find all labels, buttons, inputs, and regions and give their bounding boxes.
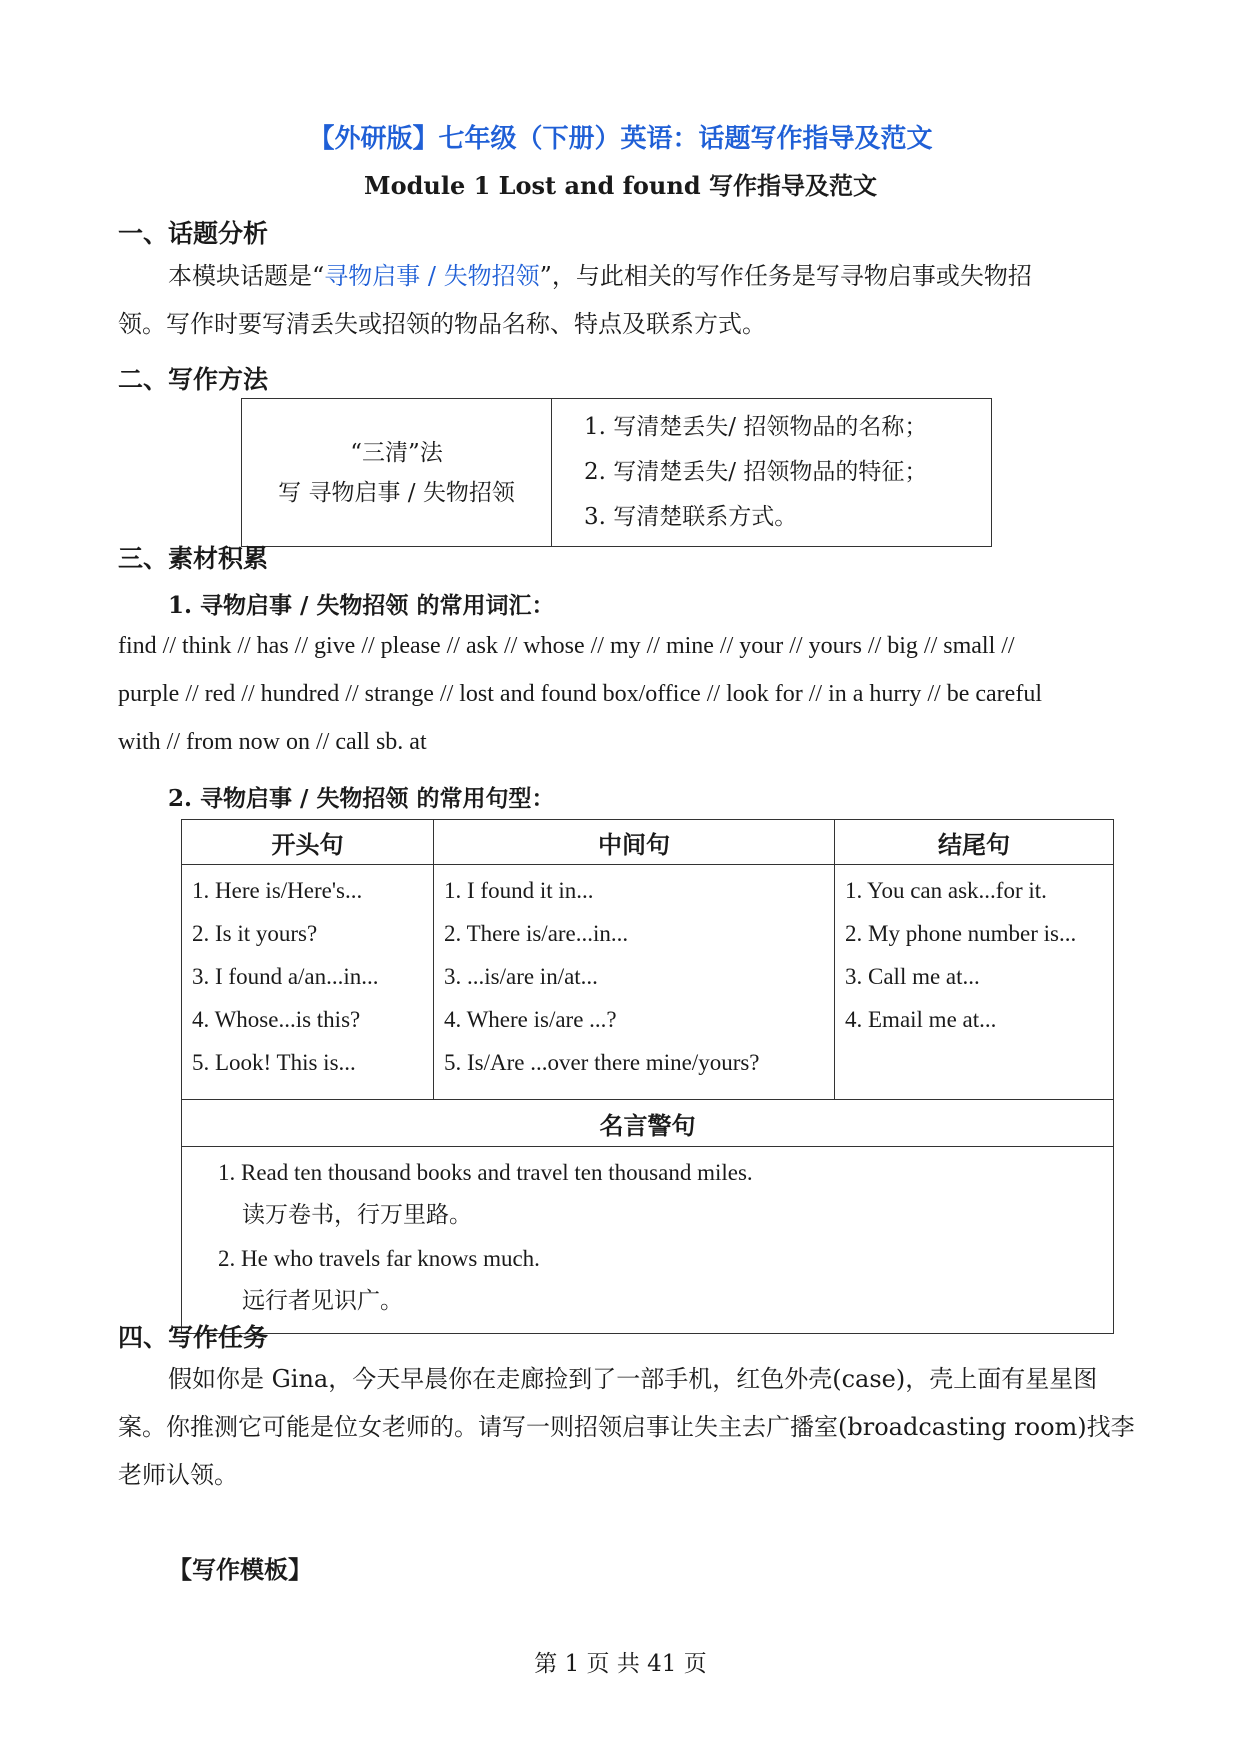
sentence-item: 3. Call me at...	[845, 964, 980, 989]
sentence-heading: 2. 寻物启事 / 失物招领 的常用句型：	[168, 785, 555, 812]
column-header-opening: 开头句	[182, 820, 434, 865]
method-step: 2. 写清楚丢失/ 招领物品的特征；	[584, 459, 928, 485]
method-cell	[242, 399, 552, 547]
para-suffix: ”，与此相关的写作任务是写寻物启事或失物招	[539, 262, 1032, 290]
vocab-line: find // think // has // give // please // ask // whose // my // mine // your // yours // big // small //	[118, 633, 1015, 659]
method-description: 写 寻物启事 / 失物招领	[278, 479, 515, 506]
method-step: 3. 写清楚联系方式。	[584, 504, 798, 530]
section1-paragraph-line1	[168, 252, 1032, 300]
sentence-item: 4. Where is/are ...?	[444, 1007, 617, 1032]
topic-highlight: 寻物启事 / 失物招领	[324, 262, 540, 290]
section3-heading: 三、素材积累	[118, 544, 269, 573]
para-prefix: 本模块话题是“	[168, 262, 325, 290]
section1-heading: 一、话题分析	[118, 219, 269, 248]
sentence-item: 3. ...is/are in/at...	[444, 964, 598, 989]
method-name: “三清”法	[350, 439, 443, 466]
opening-sentences	[182, 865, 434, 1100]
column-header-closing: 结尾句	[835, 820, 1114, 865]
sentence-item: 1. Here is/Here's...	[192, 878, 363, 903]
section2-heading: 二、写作方法	[118, 365, 269, 394]
template-heading: 【写作模板】	[168, 1555, 312, 1584]
vocab-line: purple // red // hundred // strange // lost and found box/office // look for // in a hurry // be careful	[118, 681, 1042, 707]
quote-heading: 名言警句	[182, 1100, 1114, 1147]
sentence-item: 5. Is/Are ...over there mine/yours?	[444, 1050, 760, 1075]
sentence-item: 5. Look! This is...	[192, 1050, 356, 1075]
column-header-middle: 中间句	[434, 820, 835, 865]
quote-chinese: 远行者见识广。	[242, 1288, 403, 1314]
middle-sentences	[434, 865, 835, 1100]
sentence-item: 3. I found a/an...in...	[192, 964, 379, 989]
sentence-item: 2. There is/are...in...	[444, 921, 629, 946]
sentence-item: 2. My phone number is...	[845, 921, 1077, 946]
quote-chinese: 读万卷书，行万里路。	[242, 1202, 472, 1228]
quote-english: 1. Read ten thousand books and travel ten thousand miles.	[218, 1160, 753, 1185]
vocab-list	[118, 622, 1138, 766]
task-line: 案。你推测它可能是位女老师的。请写一则招领启事让失主去广播室(broadcasting room)找李	[118, 1413, 1135, 1441]
document-title: 【外研版】七年级（下册）英语：话题写作指导及范文	[308, 124, 933, 154]
sentence-item: 2. Is it yours?	[192, 921, 318, 946]
document-subtitle: Module 1 Lost and found 写作指导及范文	[364, 171, 877, 200]
sentence-item: 1. You can ask...for it.	[845, 878, 1047, 903]
method-steps-cell	[552, 399, 992, 547]
vocab-line: with // from now on // call sb. at	[118, 729, 427, 755]
task-line: 假如你是 Gina，今天早晨你在走廊捡到了一部手机，红色外壳(case)，壳上面有星星图	[168, 1365, 1098, 1393]
method-step: 1. 写清楚丢失/ 招领物品的名称；	[584, 414, 928, 440]
sentence-table	[181, 819, 1114, 1334]
quote-english: 2. He who travels far knows much.	[218, 1246, 540, 1271]
section1-paragraph-line2: 领。写作时要写清丢失或招领的物品名称、特点及联系方式。	[118, 310, 766, 338]
page-footer: 第 1 页 共 41 页	[534, 1651, 707, 1677]
method-table	[241, 398, 992, 547]
section4-heading: 四、写作任务	[118, 1323, 269, 1352]
sentence-item: 4. Email me at...	[845, 1007, 997, 1032]
quotes-cell	[182, 1147, 1114, 1334]
sentence-item: 4. Whose...is this?	[192, 1007, 361, 1032]
closing-sentences	[835, 865, 1114, 1100]
sentence-item: 1. I found it in...	[444, 878, 594, 903]
vocab-heading: 1. 寻物启事 / 失物招领 的常用词汇：	[168, 592, 555, 619]
task-line: 老师认领。	[118, 1461, 238, 1489]
